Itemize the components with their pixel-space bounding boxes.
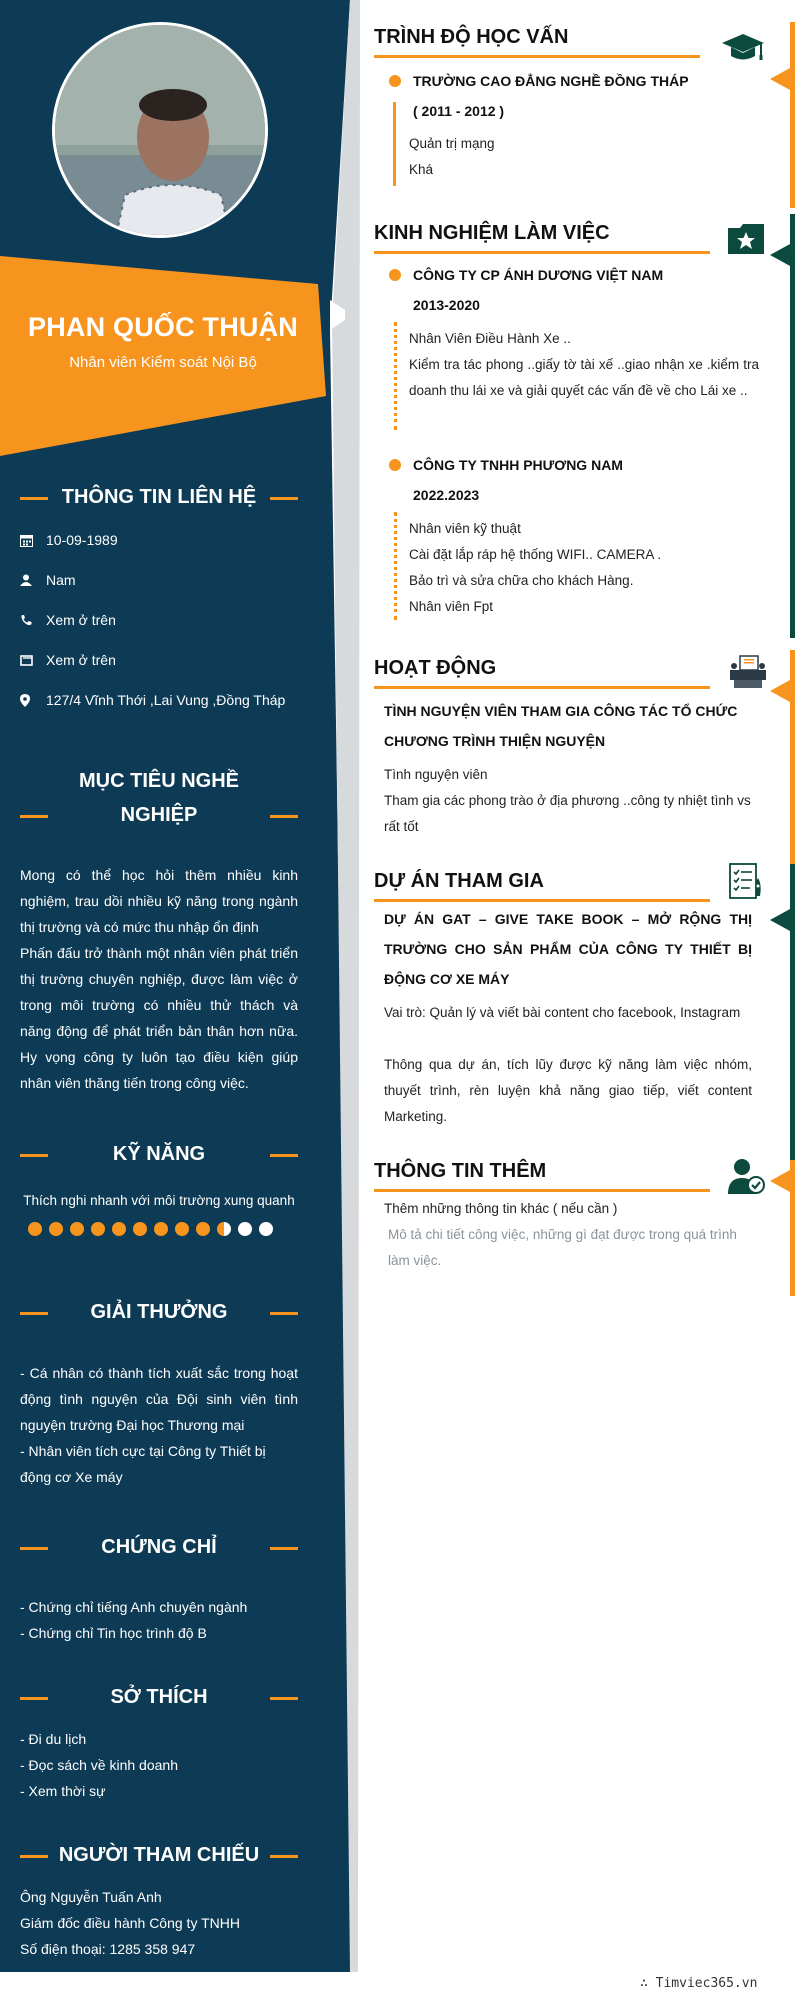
rating-dot-filled — [112, 1222, 126, 1236]
contact-email: Xem ở trên — [20, 648, 320, 672]
education-heading: TRÌNH ĐỘ HỌC VẤN — [374, 26, 569, 48]
activities-underline — [374, 686, 710, 689]
reference-phone: Số điện thoại: 1285 358 947 — [20, 1941, 196, 1957]
rating-dot-filled — [49, 1222, 63, 1236]
rating-dot-filled — [154, 1222, 168, 1236]
graduation-cap-icon — [722, 32, 764, 69]
job-2-bullet — [389, 459, 401, 471]
contact-phone: Xem ở trên — [20, 608, 320, 632]
activity-description: Tham gia các phong trào ở địa phương ..công ty nhiệt tình vs rất tốt — [384, 793, 751, 834]
rating-dot-filled — [70, 1222, 84, 1236]
project-checklist-icon — [728, 862, 766, 907]
awards-heading: GIẢI THƯỞNG — [20, 1295, 298, 1329]
education-bullet — [389, 75, 401, 87]
briefcase-star-icon — [726, 222, 766, 261]
award-item-2: - Nhân viên tích cực tại Công ty Thiết bị động cơ Xe máy — [20, 1443, 266, 1485]
certificate-item-1: - Chứng chỉ tiếng Anh chuyên ngành — [20, 1599, 248, 1615]
rating-dot-filled — [28, 1222, 42, 1236]
more-info-heading: THÔNG TIN THÊM — [374, 1160, 547, 1182]
award-item-1: - Cá nhân có thành tích xuất sắc trong hoạt động tình nguyện của Đội sinh viên tình nguyện trường Đại học Thương mại — [20, 1365, 298, 1433]
experience-underline — [374, 251, 710, 254]
project-name: DỰ ÁN GAT – GIVE TAKE BOOK – MỞ RỘNG THỊ TRƯỜNG CHO SẢN PHẨM CỦA CÔNG TY THIẾT BỊ ĐỘNG CƠ XE MÁY — [384, 911, 752, 987]
skill-rating — [28, 1222, 273, 1236]
activity-role: Tình nguyện viên — [384, 767, 488, 782]
job-1-period: 2013-2020 — [413, 297, 480, 313]
job-1-description: Kiểm tra tác phong ..giấy tờ tài xế ..giao nhận xe .kiểm tra doanh thu lái xe và giải quyết các vấn đề về cho Lái xe .. — [409, 357, 759, 398]
project-role: Vai trò: Quản lý và viết bài content cho facebook, Instagram — [384, 1005, 741, 1020]
job-1-bullet — [389, 269, 401, 281]
job-2-line-1: Nhân viên kỹ thuật — [409, 521, 521, 536]
hobby-item-2: - Đọc sách về kinh doanh — [20, 1757, 178, 1773]
activities-heading: HOẠT ĐỘNG — [374, 657, 497, 679]
contact-birthday: 10-09-1989 — [20, 528, 320, 552]
job-1-company: CÔNG TY CP ÁNH DƯƠNG VIỆT NAM — [413, 267, 664, 283]
hobby-item-3: - Xem thời sự — [20, 1783, 106, 1799]
typewriter-icon — [728, 654, 768, 695]
footer-brand: ∴ Timviec365.vn — [640, 1976, 758, 1991]
calendar-icon — [20, 534, 46, 547]
more-info-underline — [374, 1189, 710, 1192]
objective-heading: MỤC TIÊU NGHỀ NGHIỆP — [20, 764, 298, 832]
more-info-side-marker — [770, 1170, 790, 1192]
projects-side-bar — [790, 864, 795, 1160]
experience-side-marker — [770, 244, 790, 266]
job-2-line-2: Cài đặt lắp ráp hệ thống WIFI.. CAMERA . — [409, 547, 662, 562]
education-period: ( 2011 - 2012 ) — [413, 103, 505, 119]
projects-underline — [374, 899, 710, 902]
projects-heading: DỰ ÁN THAM GIA — [374, 870, 544, 892]
job-2-line-4: Nhân viên Fpt — [409, 599, 494, 614]
certificates-heading: CHỨNG CHỈ — [20, 1530, 298, 1564]
project-outcome: Thông qua dự án, tích lũy được kỹ năng làm việc nhóm, thuyết trình, rèn luyện khả năng giao tiếp, viết content Marketing. — [384, 1057, 752, 1124]
objective-paragraph-2: Phấn đấu trở thành một nhân viên phát triển thị trường chuyên nghiệp, được làm việc ở trong môi trường có nhiều thử thách và năng động để phát triển bản thân hơn nữa. Hy vọng công ty luôn tạo điều kiện giúp nhân viên thăng tiến trong công việc. — [20, 945, 298, 1091]
job-2-line-3: Bảo trì và sửa chữa cho khách Hàng. — [409, 573, 634, 588]
contact-address: 127/4 Vĩnh Thới ,Lai Vung ,Đồng Tháp — [20, 688, 320, 712]
more-info-line-1: Thêm những thông tin khác ( nếu cần ) — [384, 1201, 618, 1216]
job-1-position: Nhân Viên Điều Hành Xe .. — [409, 331, 571, 346]
rating-dot-half — [217, 1222, 231, 1236]
job-2-company: CÔNG TY TNHH PHƯƠNG NAM — [413, 457, 623, 473]
job-2-period: 2022.2023 — [413, 487, 480, 503]
profile-photo — [52, 22, 268, 238]
email-icon — [20, 655, 46, 666]
user-icon — [20, 574, 46, 586]
experience-side-bar — [790, 214, 795, 638]
location-icon — [20, 694, 46, 707]
education-grade: Khá — [409, 162, 434, 177]
hobby-item-1: - Đi du lịch — [20, 1731, 87, 1747]
candidate-name: PHAN QUỐC THUẬN — [28, 312, 298, 342]
rating-dot-filled — [196, 1222, 210, 1236]
references-heading: NGƯỜI THAM CHIẾU — [20, 1838, 298, 1872]
education-major: Quản trị mạng — [409, 136, 495, 151]
rating-dot-filled — [91, 1222, 105, 1236]
activity-name: TÌNH NGUYỆN VIÊN THAM GIA CÔNG TÁC TỔ CHỨC CHƯƠNG TRÌNH THIỆN NGUYỆN — [384, 703, 738, 749]
skill-name: Thích nghi nhanh với môi trường xung quanh — [23, 1193, 295, 1208]
activities-side-bar — [790, 650, 795, 864]
rating-dot-empty — [259, 1222, 273, 1236]
job-2-timeline — [394, 512, 397, 620]
school-name: TRƯỜNG CAO ĐẲNG NGHỀ ĐỒNG THÁP — [413, 73, 689, 89]
contact-gender: Nam — [20, 568, 320, 592]
education-timeline — [393, 102, 396, 186]
projects-side-marker — [770, 909, 790, 931]
certificate-item-2: - Chứng chỉ Tin học trình độ B — [20, 1625, 207, 1641]
rating-dot-empty — [238, 1222, 252, 1236]
education-side-marker — [770, 68, 790, 90]
contact-heading: THÔNG TIN LIÊN HỆ — [20, 480, 298, 514]
objective-paragraph-1: Mong có thể học hỏi thêm nhiều kinh nghiệm, trau dồi nhiều kỹ năng trong ngành thị trường và có mức thu nhập ổn định — [20, 867, 298, 935]
education-side-bar — [790, 22, 795, 208]
hobbies-heading: SỞ THÍCH — [20, 1680, 298, 1714]
education-underline — [374, 55, 700, 58]
phone-icon — [20, 614, 46, 626]
user-check-icon — [726, 1158, 766, 1201]
skills-heading: KỸ NĂNG — [20, 1137, 298, 1171]
reference-position: Giám đốc điều hành Công ty TNHH — [20, 1915, 240, 1931]
job-1-timeline — [394, 322, 397, 430]
experience-heading: KINH NGHIỆM LÀM VIỆC — [374, 222, 610, 244]
rating-dot-filled — [175, 1222, 189, 1236]
reference-name: Ông Nguyễn Tuấn Anh — [20, 1889, 162, 1905]
more-info-line-2: Mô tả chi tiết công việc, những gì đạt được trong quá trình làm việc. — [388, 1227, 737, 1268]
more-info-side-bar — [790, 1160, 795, 1296]
candidate-role: Nhân viên Kiểm soát Nội Bộ — [69, 354, 257, 371]
activities-side-marker — [770, 680, 790, 702]
rating-dot-filled — [133, 1222, 147, 1236]
